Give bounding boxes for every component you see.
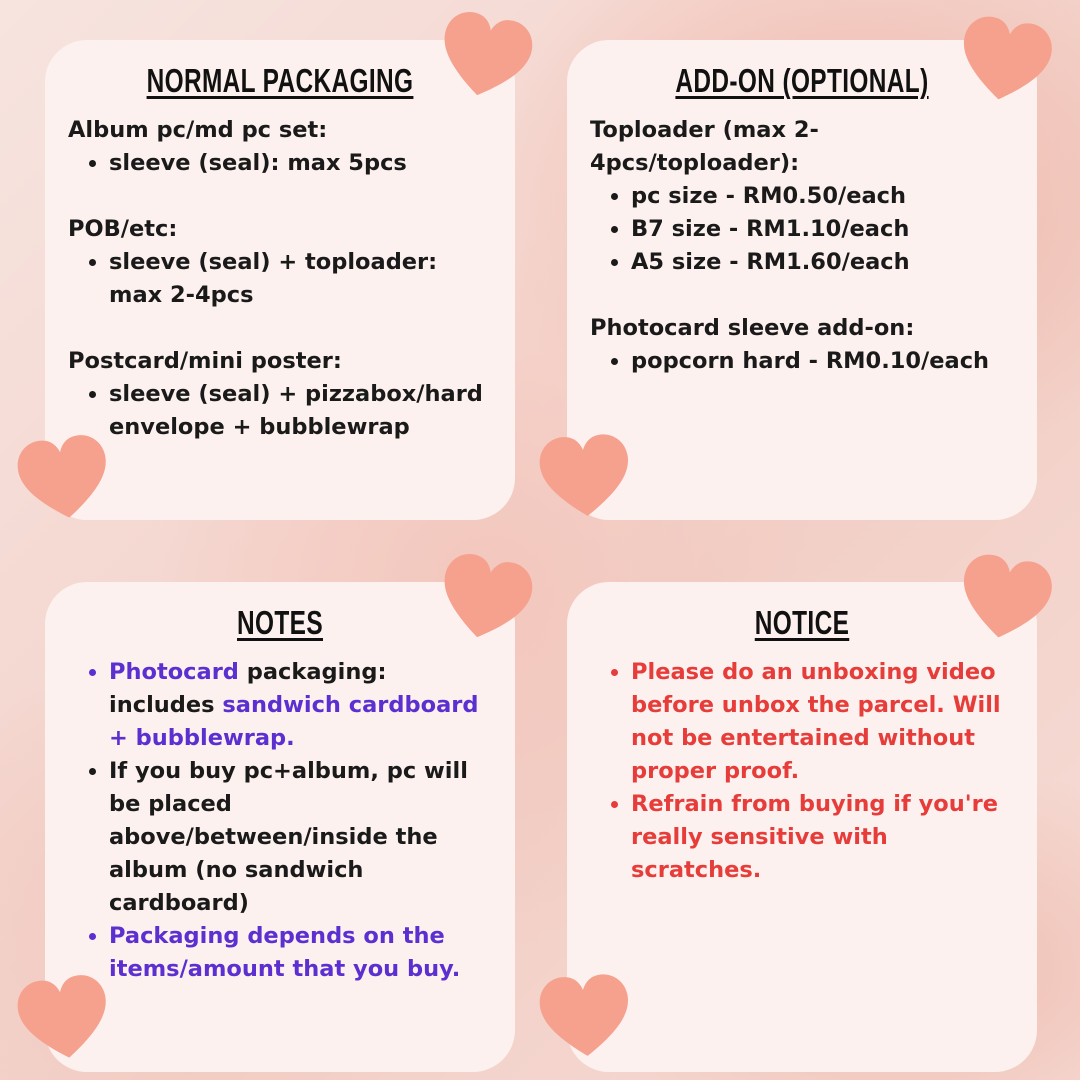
notes-title: NOTES xyxy=(237,604,323,641)
group-label: Postcard/mini poster: xyxy=(68,348,342,374)
list-item: • pc size - RM0.50/each xyxy=(631,180,1019,213)
heart-icon xyxy=(8,424,121,537)
normal-packaging-title: NORMAL PACKAGING xyxy=(146,62,414,99)
group-label: Photocard sleeve add-on: xyxy=(590,315,915,341)
list-item xyxy=(631,656,1019,788)
list-item xyxy=(109,920,497,986)
bullet-list xyxy=(68,246,497,312)
list-item xyxy=(631,788,1019,887)
bullet-list xyxy=(68,656,497,986)
heart-icon xyxy=(426,541,545,660)
list-item: • B7 size - RM1.10/each xyxy=(631,213,1019,246)
notice-card xyxy=(567,582,1037,1072)
list-item-text: Refrain from buying if you're really sensitive with scratches. xyxy=(631,791,999,883)
list-item: • sleeve (seal) + toploader: max 2-4pcs xyxy=(109,246,497,312)
group-label: Album pc/md pc set: xyxy=(68,117,328,143)
bullet-list xyxy=(68,147,497,180)
list-item-text: sandwich cardboard + bubblewrap. xyxy=(109,692,479,751)
list-item xyxy=(109,755,497,920)
add-on-title: ADD-ON (OPTIONAL) xyxy=(675,62,929,99)
normal-packaging-content xyxy=(68,114,497,477)
notice-title: NOTICE xyxy=(754,604,850,641)
heart-icon xyxy=(8,964,121,1077)
add-on-content xyxy=(590,114,1019,411)
group-label: POB/etc: xyxy=(68,216,178,242)
list-item-text: Photocard xyxy=(109,659,239,685)
notes-content xyxy=(68,656,497,1019)
notice-content xyxy=(590,656,1019,920)
list-item-text: If you buy pc+album, pc will be placed above/between/inside the album (no sandwich cardboard) xyxy=(109,758,468,916)
list-item-text: Please do an unboxing video before unbox the parcel. Will not be entertained without proper proof. xyxy=(631,659,1001,784)
bullet-list xyxy=(590,345,1019,378)
list-item-text: packaging: includes xyxy=(109,659,387,718)
list-item xyxy=(109,656,497,755)
normal-packaging-card xyxy=(45,40,515,520)
list-item: • A5 size - RM1.60/each xyxy=(631,246,1019,279)
heart-icon xyxy=(947,4,1063,120)
heart-icon xyxy=(532,965,639,1072)
add-on-card xyxy=(567,40,1037,520)
list-item-text: Packaging depends on the items/amount that you buy. xyxy=(109,923,461,982)
bullet-list xyxy=(68,378,497,444)
list-item: • sleeve (seal): max 5pcs xyxy=(109,147,497,180)
heart-icon xyxy=(947,542,1063,658)
bullet-list xyxy=(590,656,1019,887)
list-item: • sleeve (seal) + pizzabox/hard envelope + bubblewrap xyxy=(109,378,497,444)
group-label: Toploader (max 2-4pcs/toploader): xyxy=(590,117,819,176)
heart-icon xyxy=(426,0,545,117)
list-item: • popcorn hard - RM0.10/each xyxy=(631,345,1019,378)
notes-card xyxy=(45,582,515,1072)
bullet-list xyxy=(590,180,1019,279)
heart-icon xyxy=(532,425,639,532)
